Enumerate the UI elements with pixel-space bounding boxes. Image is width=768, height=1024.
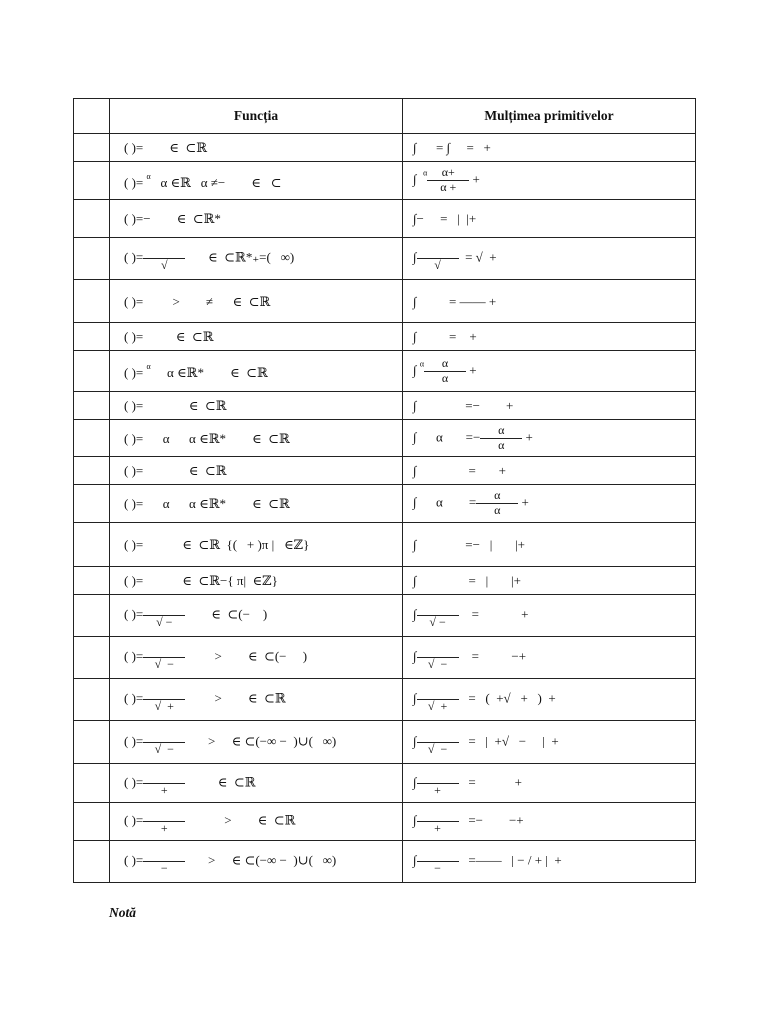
p-fraction (417, 728, 459, 757)
fraction-numerator (143, 807, 185, 822)
note-label: Notă (109, 905, 136, 920)
row-number-cell (74, 679, 110, 721)
f-text: ( )= (124, 852, 144, 868)
p-fraction (417, 685, 459, 714)
fraction-denominator: + (434, 782, 441, 797)
function-formula (110, 574, 402, 587)
p-text: ∫ α = (413, 494, 477, 510)
p-fraction (417, 769, 459, 798)
table-row (74, 134, 696, 162)
primitive-formula (403, 244, 695, 273)
primitive-cell (403, 351, 696, 392)
function-formula (110, 363, 402, 379)
fraction-numerator (417, 643, 459, 658)
function-formula (110, 295, 402, 308)
function-formula (110, 807, 402, 836)
primitive-formula (403, 141, 695, 154)
row-number-cell (74, 238, 110, 280)
fraction-denominator: √ − (154, 657, 174, 671)
f-fraction (143, 807, 185, 836)
fraction-denominator: + (160, 782, 168, 797)
primitive-formula (403, 424, 695, 453)
fraction-numerator (417, 807, 459, 822)
row-number-cell (74, 485, 110, 523)
p-text: ∫ (413, 732, 417, 748)
function-cell (110, 280, 403, 323)
primitive-cell (403, 721, 696, 764)
p-text: ∫ =− + (413, 398, 514, 413)
primitive-cell (403, 280, 696, 323)
f-text-tail: > ∈ ⊂(− ) (185, 648, 308, 664)
f-text: ( )= ∈ ⊂ℝ (124, 463, 227, 478)
function-formula (110, 399, 402, 412)
f-text-tail: ∈ ⊂ℝ*₊=( ∞) (185, 249, 295, 265)
p-text: ∫ (413, 606, 417, 622)
fraction-denominator: √ − (154, 741, 174, 756)
row-number-cell (74, 457, 110, 485)
function-cell (110, 420, 403, 457)
f-text: ( )= (124, 812, 144, 828)
fraction-denominator: α + (440, 180, 457, 194)
f-fraction (143, 244, 185, 273)
table-row (74, 323, 696, 351)
f-fraction (143, 643, 185, 672)
row-number-cell (74, 392, 110, 420)
p-fraction (480, 424, 522, 453)
function-cell (110, 637, 403, 679)
f-text-tail: > ∈ ⊂(−∞ − )∪( ∞) (185, 732, 337, 748)
primitive-cell (403, 485, 696, 523)
function-cell (110, 200, 403, 238)
f-fraction (143, 601, 185, 630)
function-cell (110, 162, 403, 200)
primitive-formula (403, 685, 695, 714)
f-fraction (143, 685, 185, 714)
table-row (74, 841, 696, 883)
primitive-formula (403, 538, 695, 551)
p-text-tail: =—— | − / + | + (458, 852, 562, 868)
table-row (74, 162, 696, 200)
fraction-numerator: α (424, 357, 466, 372)
primitive-formula (403, 166, 695, 195)
p-text: ∫ (413, 690, 417, 706)
f-text: ( )=− ∈ ⊂ℝ* (124, 211, 221, 226)
fraction-denominator: √ (160, 258, 168, 272)
f-fraction (143, 728, 185, 757)
primitive-formula (403, 574, 695, 587)
primitive-formula (403, 330, 695, 343)
f-text-tail: α ∈ℝ α ≠− ∈ ⊂ (150, 174, 282, 190)
row-number-cell (74, 803, 110, 841)
f-text-tail: > ∈ ⊂(−∞ − )∪( ∞) (185, 852, 337, 868)
table-body (74, 134, 696, 883)
function-formula (110, 432, 402, 445)
primitive-cell (403, 567, 696, 595)
table-row (74, 392, 696, 420)
row-number-cell (74, 567, 110, 595)
fraction-denominator: √ + (427, 699, 448, 713)
p-text-tail: + (518, 494, 529, 510)
fraction-denominator: α (441, 370, 449, 385)
fraction-numerator (417, 728, 459, 743)
table-row (74, 280, 696, 323)
primitive-formula (403, 728, 695, 757)
row-number-cell (74, 351, 110, 392)
header-function: Funcția (110, 99, 403, 134)
p-text: ∫ = + (413, 463, 506, 478)
p-fraction (417, 643, 459, 672)
table-row (74, 567, 696, 595)
function-cell (110, 841, 403, 883)
fraction-numerator (417, 769, 459, 784)
p-text-tail: + (466, 361, 477, 377)
fraction-numerator (143, 769, 185, 784)
fraction-numerator (417, 244, 459, 259)
primitive-formula (403, 769, 695, 798)
p-text: ∫ (413, 249, 417, 265)
p-text-tail: = √ + (458, 249, 497, 265)
primitive-cell (403, 323, 696, 351)
p-fraction (424, 357, 466, 386)
primitive-cell (403, 679, 696, 721)
table-row (74, 679, 696, 721)
f-fraction (143, 769, 185, 798)
row-number-cell (74, 134, 110, 162)
p-exponent: α (419, 358, 425, 368)
function-cell (110, 392, 403, 420)
function-formula (110, 538, 402, 551)
table-row (74, 523, 696, 567)
f-text: ( )= ∈ ⊂ℝ−{ π| ∈ℤ} (124, 573, 278, 588)
row-number-cell (74, 323, 110, 351)
primitive-cell (403, 134, 696, 162)
primitive-cell (403, 162, 696, 200)
function-cell (110, 134, 403, 162)
p-text-tail: + (469, 171, 480, 187)
p-text-tail: = + (458, 606, 529, 622)
primitive-cell (403, 420, 696, 457)
function-cell (110, 803, 403, 841)
primitive-cell (403, 392, 696, 420)
primitive-formula (403, 643, 695, 672)
function-cell (110, 595, 403, 637)
row-number-cell (74, 162, 110, 200)
f-text: ( )= ∈ ⊂ℝ {( + )π | ∈ℤ} (124, 537, 310, 552)
table-row (74, 420, 696, 457)
primitive-cell (403, 523, 696, 567)
fraction-denominator: − (434, 861, 441, 875)
primitive-formula (403, 807, 695, 836)
fraction-denominator: √ + (154, 699, 174, 713)
row-number-cell (74, 595, 110, 637)
f-text-tail: ∈ ⊂(− ) (185, 606, 268, 622)
primitive-cell (403, 200, 696, 238)
p-text: ∫ =− | |+ (413, 537, 526, 552)
f-fraction (143, 847, 185, 876)
function-formula (110, 244, 402, 273)
p-text: ∫ (413, 171, 424, 187)
fraction-numerator (143, 728, 185, 743)
fraction-numerator: α (480, 424, 522, 439)
f-text-tail: > ∈ ⊂ℝ (185, 812, 296, 828)
fraction-numerator (143, 244, 185, 259)
p-text: ∫ = | |+ (413, 573, 521, 588)
primitives-table-container (73, 98, 695, 883)
f-text: ( )= (124, 249, 144, 265)
p-text-tail: + (522, 428, 533, 444)
f-exponent: α (146, 171, 151, 181)
function-formula (110, 643, 402, 672)
fraction-denominator: α (498, 437, 505, 452)
fraction-denominator: √ − (427, 741, 448, 756)
function-cell (110, 351, 403, 392)
primitive-cell (403, 637, 696, 679)
fraction-denominator: √ (434, 258, 441, 272)
function-cell (110, 764, 403, 803)
p-text: ∫ (413, 648, 417, 664)
primitive-formula (403, 601, 695, 630)
fraction-denominator: + (434, 821, 441, 835)
row-number-cell (74, 523, 110, 567)
fraction-numerator (143, 643, 185, 658)
p-text: ∫ = ∫ = + (413, 140, 491, 155)
p-fraction (417, 601, 459, 630)
primitive-cell (403, 595, 696, 637)
function-cell (110, 323, 403, 351)
p-text: ∫− = | |+ (413, 211, 477, 226)
f-text-tail: α ∈ℝ* ∈ ⊂ℝ (150, 365, 268, 380)
table-row (74, 721, 696, 764)
function-formula (110, 847, 402, 876)
fraction-numerator (417, 601, 459, 616)
table-row (74, 485, 696, 523)
primitive-formula (403, 295, 695, 308)
p-text: ∫ = —— + (413, 293, 497, 309)
table-row (74, 764, 696, 803)
p-text: ∫ α =− (413, 428, 481, 444)
f-text: ( )= ∈ ⊂ℝ (124, 398, 227, 413)
table-row (74, 803, 696, 841)
fraction-numerator (143, 847, 185, 862)
row-number-cell (74, 280, 110, 323)
p-text-tail: = + (458, 773, 522, 789)
function-formula (110, 330, 402, 343)
fraction-numerator (143, 601, 185, 616)
primitive-formula (403, 489, 695, 518)
function-cell (110, 567, 403, 595)
f-text: ( )= α α ∈ℝ* ∈ ⊂ℝ (124, 496, 290, 511)
f-text: ( )= ∈ ⊂ℝ (124, 140, 208, 155)
f-text-tail: > ∈ ⊂ℝ (185, 690, 286, 706)
p-text: ∫ = + (413, 329, 477, 344)
primitive-formula (403, 357, 695, 386)
p-fraction (417, 807, 459, 836)
row-number-cell (74, 420, 110, 457)
row-number-cell (74, 721, 110, 764)
p-text-tail: = ( +√ + ) + (458, 690, 556, 706)
function-formula (110, 141, 402, 154)
table-row (74, 200, 696, 238)
row-number-cell (74, 841, 110, 883)
table-row (74, 595, 696, 637)
table-row (74, 637, 696, 679)
primitive-cell (403, 238, 696, 280)
primitive-formula (403, 464, 695, 477)
primitive-formula (403, 399, 695, 412)
row-number-cell (74, 764, 110, 803)
function-formula (110, 212, 402, 225)
row-number-cell (74, 200, 110, 238)
f-text: ( )= (124, 606, 144, 622)
function-formula (110, 769, 402, 798)
f-text: ( )= (124, 690, 144, 706)
fraction-numerator: α (476, 489, 518, 504)
fraction-denominator: α (494, 503, 501, 517)
function-formula (110, 497, 402, 510)
f-text: ( )= > ≠ ∈ ⊂ℝ (124, 293, 271, 309)
p-fraction (417, 847, 459, 876)
p-text: ∫ (413, 852, 417, 868)
p-text: ∫ (413, 361, 420, 377)
function-formula (110, 173, 402, 189)
fraction-denominator: √ − (427, 657, 448, 671)
function-cell (110, 523, 403, 567)
primitive-formula (403, 847, 695, 876)
function-cell (110, 238, 403, 280)
fraction-numerator: α+ (427, 166, 469, 181)
fraction-denominator: − (160, 861, 168, 875)
f-text: ( )= (124, 773, 144, 789)
table-row (74, 238, 696, 280)
table-row (74, 351, 696, 392)
f-exponent: α (146, 362, 151, 371)
fraction-numerator (417, 685, 459, 700)
f-text: ( )= ∈ ⊂ℝ (124, 329, 214, 344)
p-exponent: α (423, 168, 428, 178)
row-number-cell (74, 637, 110, 679)
table-row (74, 457, 696, 485)
f-text: ( )= (124, 174, 147, 190)
function-cell (110, 485, 403, 523)
p-fraction (417, 244, 459, 273)
header-number (74, 99, 110, 134)
function-formula (110, 601, 402, 630)
p-text-tail: = −+ (458, 648, 527, 664)
primitive-cell (403, 764, 696, 803)
fraction-numerator (143, 685, 185, 700)
f-text: ( )= (124, 648, 144, 664)
p-text-tail: =− −+ (458, 812, 524, 828)
fraction-denominator: √ − (156, 615, 173, 629)
primitive-formula (403, 212, 695, 225)
function-formula (110, 728, 402, 757)
function-formula (110, 464, 402, 477)
primitive-cell (403, 803, 696, 841)
primitive-cell (403, 841, 696, 883)
table-header-row (74, 99, 696, 134)
p-text: ∫ (413, 773, 417, 789)
fraction-denominator: √ − (429, 615, 446, 629)
fraction-numerator (417, 847, 459, 862)
function-cell (110, 679, 403, 721)
f-text-tail: ∈ ⊂ℝ (185, 773, 256, 789)
f-text: ( )= (124, 365, 147, 380)
function-cell (110, 721, 403, 764)
p-text: ∫ (413, 812, 417, 828)
primitives-table (73, 98, 696, 883)
primitive-cell (403, 457, 696, 485)
p-fraction (476, 489, 518, 518)
header-primitives: Mulțimea primitivelor (403, 99, 696, 134)
fraction-denominator: + (160, 821, 168, 835)
f-text: ( )= α α ∈ℝ* ∈ ⊂ℝ (124, 430, 290, 446)
f-text: ( )= (124, 732, 144, 748)
p-fraction (427, 166, 469, 195)
function-formula (110, 685, 402, 714)
p-text-tail: = | +√ − | + (458, 732, 559, 748)
function-cell (110, 457, 403, 485)
